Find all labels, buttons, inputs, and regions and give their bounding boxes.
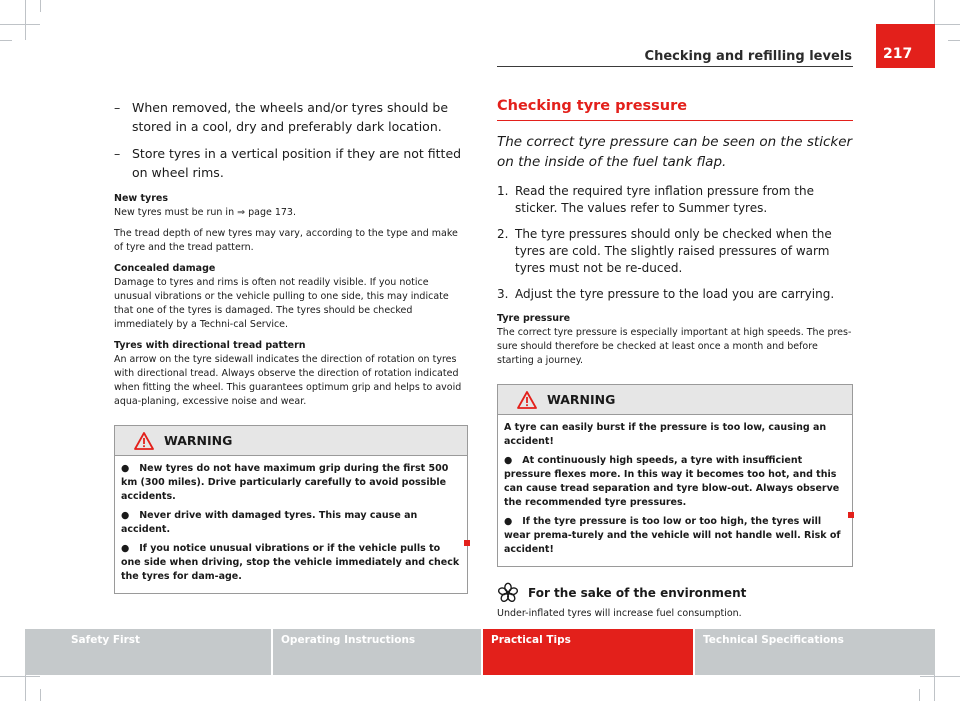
header-rule xyxy=(497,66,853,67)
crop-mark xyxy=(0,24,40,25)
warning-item-text: New tyres do not have maximum grip during the first 500 km (300 miles). Drive particularly carefully to avoid possible accidents. xyxy=(121,463,449,502)
footer-nav xyxy=(25,629,935,675)
step-item xyxy=(497,183,853,217)
left-column xyxy=(114,98,468,594)
warning-box xyxy=(114,425,468,594)
step-number: 3. xyxy=(497,287,509,301)
environment-title: For the sake of the environment xyxy=(528,586,747,600)
warning-item: ● Never drive with damaged tyres. This may cause an accident. xyxy=(121,510,418,535)
dash-bullet: – xyxy=(114,100,121,115)
crop-mark xyxy=(40,689,41,701)
warning-box xyxy=(497,384,853,567)
crop-mark xyxy=(948,40,960,41)
right-column xyxy=(497,98,853,628)
warning-item: ● If the tyre pressure is too low or too high, the tyres will wear prema-turely and the vehicle will not handle well. Risk of accident! xyxy=(504,516,841,555)
environment-heading xyxy=(497,582,853,604)
warning-title: WARNING xyxy=(164,433,233,448)
warning-body xyxy=(115,456,467,593)
step-item xyxy=(497,226,853,277)
warning-item: ● New tyres do not have maximum grip during the first 500 km (300 miles). Drive particularly carefully to avoid possible accidents. xyxy=(121,463,449,502)
warning-item-text: Never drive with damaged tyres. This may cause an accident. xyxy=(121,510,418,535)
footer-tab-safety-first[interactable]: Safety First xyxy=(25,629,273,675)
end-of-section-marker xyxy=(848,512,854,518)
running-header: Checking and refilling levels xyxy=(644,49,852,64)
warning-item-text: If the tyre pressure is too low or too high, the tyres will wear prema-turely and the vehicle will not handle well. Risk of accident! xyxy=(504,516,841,555)
crop-mark xyxy=(919,689,920,701)
crop-mark xyxy=(40,0,41,12)
warning-triangle-icon xyxy=(517,391,537,409)
paragraph: An arrow on the tyre sidewall indicates the direction of rotation on tyres with directional tread. Always observe the direction of rotation indicated when fitting the wheel. This guarantees optimum grip and helps to avoid aqua-planing, excessive noise and wear. xyxy=(114,354,462,407)
step-text: The tyre pressures should only be checked when the tyres are cold. The slightly raised pressures of warm tyres must not be re-duced. xyxy=(515,227,832,275)
step-number: 1. xyxy=(497,184,509,198)
list-item-text: Store tyres in a vertical position if they are not fitted on wheel rims. xyxy=(132,146,462,180)
warning-item-text: If you notice unusual vibrations or if the vehicle pulls to one side when driving, stop the vehicle immediately and check the tyres for dam-age. xyxy=(121,543,460,582)
list-item xyxy=(114,98,468,136)
warning-body xyxy=(498,415,852,566)
warning-item-text: At continuously high speeds, a tyre with insufficient pressure flexes more. In this way it becomes too hot, and this can cause tread separation and tyre blow-out. Always observe the recommended tyre pressures. xyxy=(504,455,840,508)
environment-flower-icon xyxy=(497,582,519,604)
subheading-new-tyres: New tyres xyxy=(114,193,168,204)
paragraph: Damage to tyres and rims is often not readily visible. If you notice unusual vibrations or the vehicle pulling to one side, this may indicate that one of the tyres is damaged. The tyres should be checked immediately by a Techni-cal Service. xyxy=(114,277,449,330)
crop-mark xyxy=(920,676,960,677)
step-text: Read the required tyre inflation pressure from the sticker. The values refer to Summer tyres. xyxy=(515,184,814,215)
footer-tab-technical-specifications[interactable]: Technical Specifications xyxy=(695,629,935,675)
lead-paragraph: The correct tyre pressure can be seen on the sticker on the inside of the fuel tank flap. xyxy=(497,134,853,170)
crop-mark xyxy=(0,40,12,41)
paragraph: New tyres must be run in ⇒ page 173. xyxy=(114,207,296,218)
page-number: 217 xyxy=(876,24,935,68)
crop-mark xyxy=(0,676,40,677)
warning-triangle-icon xyxy=(134,432,154,450)
footer-tab-practical-tips[interactable]: Practical Tips xyxy=(483,629,695,675)
environment-text: Under-inflated tyres will increase fuel consumption. xyxy=(497,608,742,619)
subheading-concealed-damage: Concealed damage xyxy=(114,263,216,274)
list-item-text: When removed, the wheels and/or tyres should be stored in a cool, dry and preferably dark location. xyxy=(132,100,449,134)
end-of-section-marker xyxy=(464,540,470,546)
warning-header xyxy=(498,385,852,415)
warning-title: WARNING xyxy=(547,392,616,407)
section-title: Checking tyre pressure xyxy=(497,98,853,121)
dash-bullet: – xyxy=(114,146,121,161)
step-item xyxy=(497,286,853,303)
warning-intro: A tyre can easily burst if the pressure is too low, causing an accident! xyxy=(504,422,827,447)
warning-item: ● If you notice unusual vibrations or if the vehicle pulls to one side when driving, stop the vehicle immediately and check the tyres for dam-age. xyxy=(121,543,460,582)
crop-mark xyxy=(25,0,26,40)
step-text: Adjust the tyre pressure to the load you are carrying. xyxy=(515,287,835,301)
subheading-tyre-pressure: Tyre pressure xyxy=(497,313,571,324)
step-number: 2. xyxy=(497,227,509,241)
paragraph: The tread depth of new tyres may vary, according to the type and make of tyre and the tread pattern. xyxy=(114,228,458,253)
warning-header xyxy=(115,426,467,456)
list-item xyxy=(114,144,468,182)
subheading-directional-tread: Tyres with directional tread pattern xyxy=(114,340,306,351)
footer-tab-operating-instructions[interactable]: Operating Instructions xyxy=(273,629,483,675)
warning-item: ● At continuously high speeds, a tyre with insufficient pressure flexes more. In this way it becomes too hot, and this can cause tread separation and tyre blow-out. Always observe the recommended tyre pressures. xyxy=(504,455,840,508)
paragraph: The correct tyre pressure is especially important at high speeds. The pres-sure should therefore be checked at least once a month and before starting a journey. xyxy=(497,327,852,366)
